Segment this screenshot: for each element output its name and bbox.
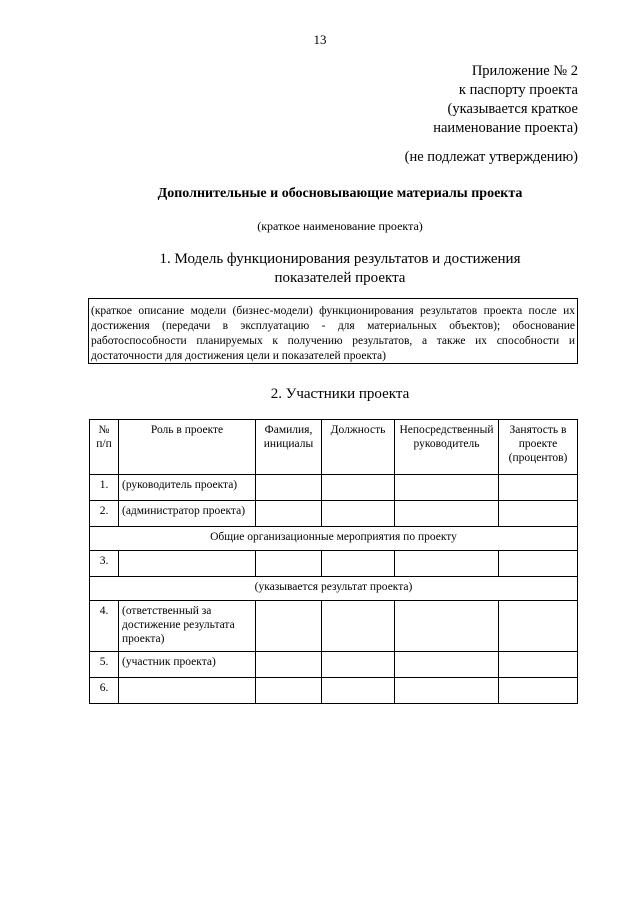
cell-employment[interactable]	[499, 475, 578, 501]
group-label: Общие организационные мероприятия по проекту	[90, 527, 578, 551]
row-num: 1.	[90, 475, 119, 501]
appendix-header	[433, 62, 578, 138]
table-row	[90, 501, 578, 527]
appendix-line-2: к паспорту проекта	[458, 82, 578, 98]
table-group-row	[90, 527, 578, 551]
row-num: 2.	[90, 501, 119, 527]
cell-employment[interactable]	[499, 501, 578, 527]
cell-supervisor[interactable]	[395, 475, 499, 501]
table-row	[90, 601, 578, 652]
row-role: (ответственный за достижение результата проекта)	[119, 601, 256, 652]
table-row	[90, 475, 578, 501]
header-supervisor: Непосредственный руководитель	[395, 420, 499, 475]
header-name: Фамилия, инициалы	[256, 420, 322, 475]
row-role[interactable]	[119, 678, 256, 704]
cell-employment[interactable]	[499, 601, 578, 652]
row-num: 5.	[90, 652, 119, 678]
header-num: № п/п	[90, 420, 119, 475]
row-num: 6.	[90, 678, 119, 704]
row-role: (участник проекта)	[119, 652, 256, 678]
row-num: 3.	[90, 551, 119, 577]
not-approved-note: (не подлежат утверждению)	[404, 149, 578, 165]
section-1-line-1: 1. Модель функционирования результатов и достижения	[159, 251, 521, 267]
row-num: 4.	[90, 601, 119, 652]
section-1-heading	[0, 250, 640, 288]
header-role: Роль в проекте	[119, 420, 256, 475]
section-1-line-2: показателей проекта	[274, 270, 406, 286]
cell-name[interactable]	[256, 678, 322, 704]
cell-name[interactable]	[256, 551, 322, 577]
cell-supervisor[interactable]	[395, 652, 499, 678]
table-row	[90, 652, 578, 678]
cell-supervisor[interactable]	[395, 551, 499, 577]
cell-supervisor[interactable]	[395, 678, 499, 704]
document-title: Дополнительные и обосновывающие материалы проекта	[157, 186, 523, 201]
cell-employment[interactable]	[499, 652, 578, 678]
row-role: (администратор проекта)	[119, 501, 256, 527]
table-header-row	[90, 420, 578, 475]
group-label: (указывается результат проекта)	[90, 577, 578, 601]
model-description-box: (краткое описание модели (бизнес-модели) функционирования результатов проекта после их достижения (передачи в эксплуатацию - для материальных объектов); обоснование работоспособности планируемых к получению результатов, а также их способности и достаточности для достижения цели и показателей проекта)	[88, 298, 578, 364]
row-role[interactable]	[119, 551, 256, 577]
cell-name[interactable]	[256, 501, 322, 527]
cell-employment[interactable]	[499, 678, 578, 704]
cell-name[interactable]	[256, 475, 322, 501]
participants-table	[89, 419, 578, 704]
cell-employment[interactable]	[499, 551, 578, 577]
cell-position[interactable]	[322, 652, 395, 678]
cell-position[interactable]	[322, 475, 395, 501]
appendix-line-4: наименование проекта)	[433, 120, 578, 136]
cell-position[interactable]	[322, 551, 395, 577]
cell-supervisor[interactable]	[395, 501, 499, 527]
cell-supervisor[interactable]	[395, 601, 499, 652]
cell-position[interactable]	[322, 678, 395, 704]
project-short-name: (краткое наименование проекта)	[257, 219, 423, 233]
row-role: (руководитель проекта)	[119, 475, 256, 501]
appendix-line-1: Приложение № 2	[471, 63, 578, 79]
cell-position[interactable]	[322, 501, 395, 527]
header-position: Должность	[322, 420, 395, 475]
cell-name[interactable]	[256, 652, 322, 678]
appendix-line-3: (указывается краткое	[447, 101, 578, 117]
header-employment: Занятость в проекте (процентов)	[499, 420, 578, 475]
cell-position[interactable]	[322, 601, 395, 652]
section-2-heading: 2. Участники проекта	[270, 386, 410, 402]
table-row	[90, 551, 578, 577]
cell-name[interactable]	[256, 601, 322, 652]
page-number: 13	[313, 32, 327, 47]
table-group-row	[90, 577, 578, 601]
table-row	[90, 678, 578, 704]
